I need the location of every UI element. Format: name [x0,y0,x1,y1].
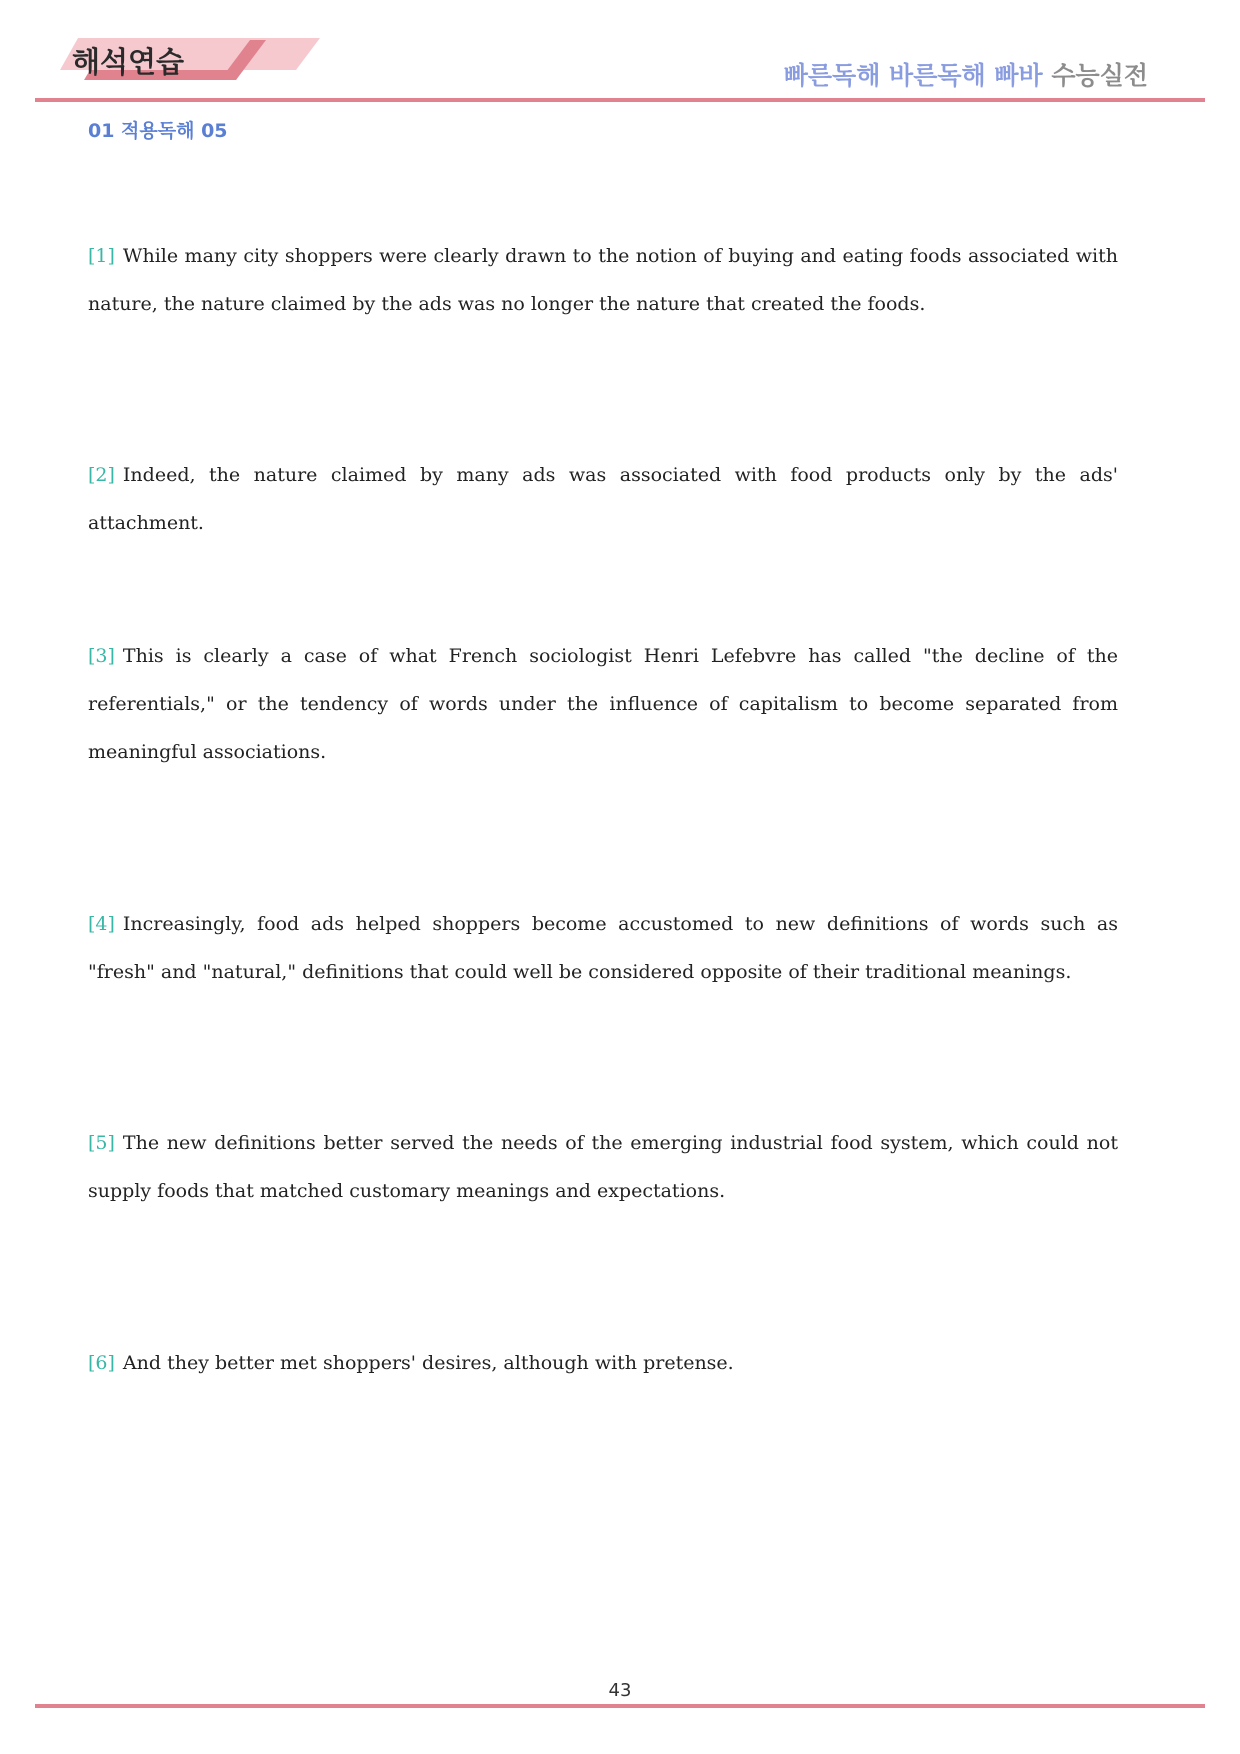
paragraph-5 [88,1119,1118,1215]
brand-series: 빠른독해 바른독해 빠바 [783,61,1043,90]
paragraph-number: [3] [88,645,115,667]
header-divider [35,98,1205,102]
brand-title [784,56,1148,92]
paragraph-number: [5] [88,1132,115,1154]
paragraph-number: [6] [88,1352,115,1374]
paragraph-number: [1] [88,245,115,267]
paragraph-text: Increasingly, food ads helped shoppers become accustomed to new definitions of words such as "fresh" and "natural," definitions that could well be considered opposite of their traditional meanings. [88,913,1118,983]
paragraph-3 [88,632,1118,776]
brand-book: 수능실전 [1051,61,1148,90]
paragraph-2 [88,451,1118,547]
paragraph-number: [4] [88,913,115,935]
paragraph-number: [2] [88,464,115,486]
paragraph-text: Indeed, the nature claimed by many ads was associated with food products only by the ads' attachment. [88,464,1118,534]
badge-title: 해석연습 [72,45,185,79]
paragraph-text: And they better met shoppers' desires, although with pretense. [122,1352,734,1374]
section-label: 01 적용독해 05 [88,120,228,142]
paragraph-1 [88,232,1118,328]
paragraph-text: The new definitions better served the needs of the emerging industrial food system, which could not supply foods that matched customary meanings and expectations. [88,1132,1118,1202]
paragraph-6 [88,1339,1118,1387]
page-number: 43 [608,1680,632,1701]
footer-divider [35,1704,1205,1708]
paragraph-text: While many city shoppers were clearly drawn to the notion of buying and eating foods associated with nature, the nature claimed by the ads was no longer the nature that created the foods. [88,245,1118,315]
paragraph-4 [88,900,1118,996]
paragraph-text: This is clearly a case of what French sociologist Henri Lefebvre has called "the decline of the referentials," or the tendency of words under the influence of capitalism to become separated from meaningful associations. [88,645,1118,763]
